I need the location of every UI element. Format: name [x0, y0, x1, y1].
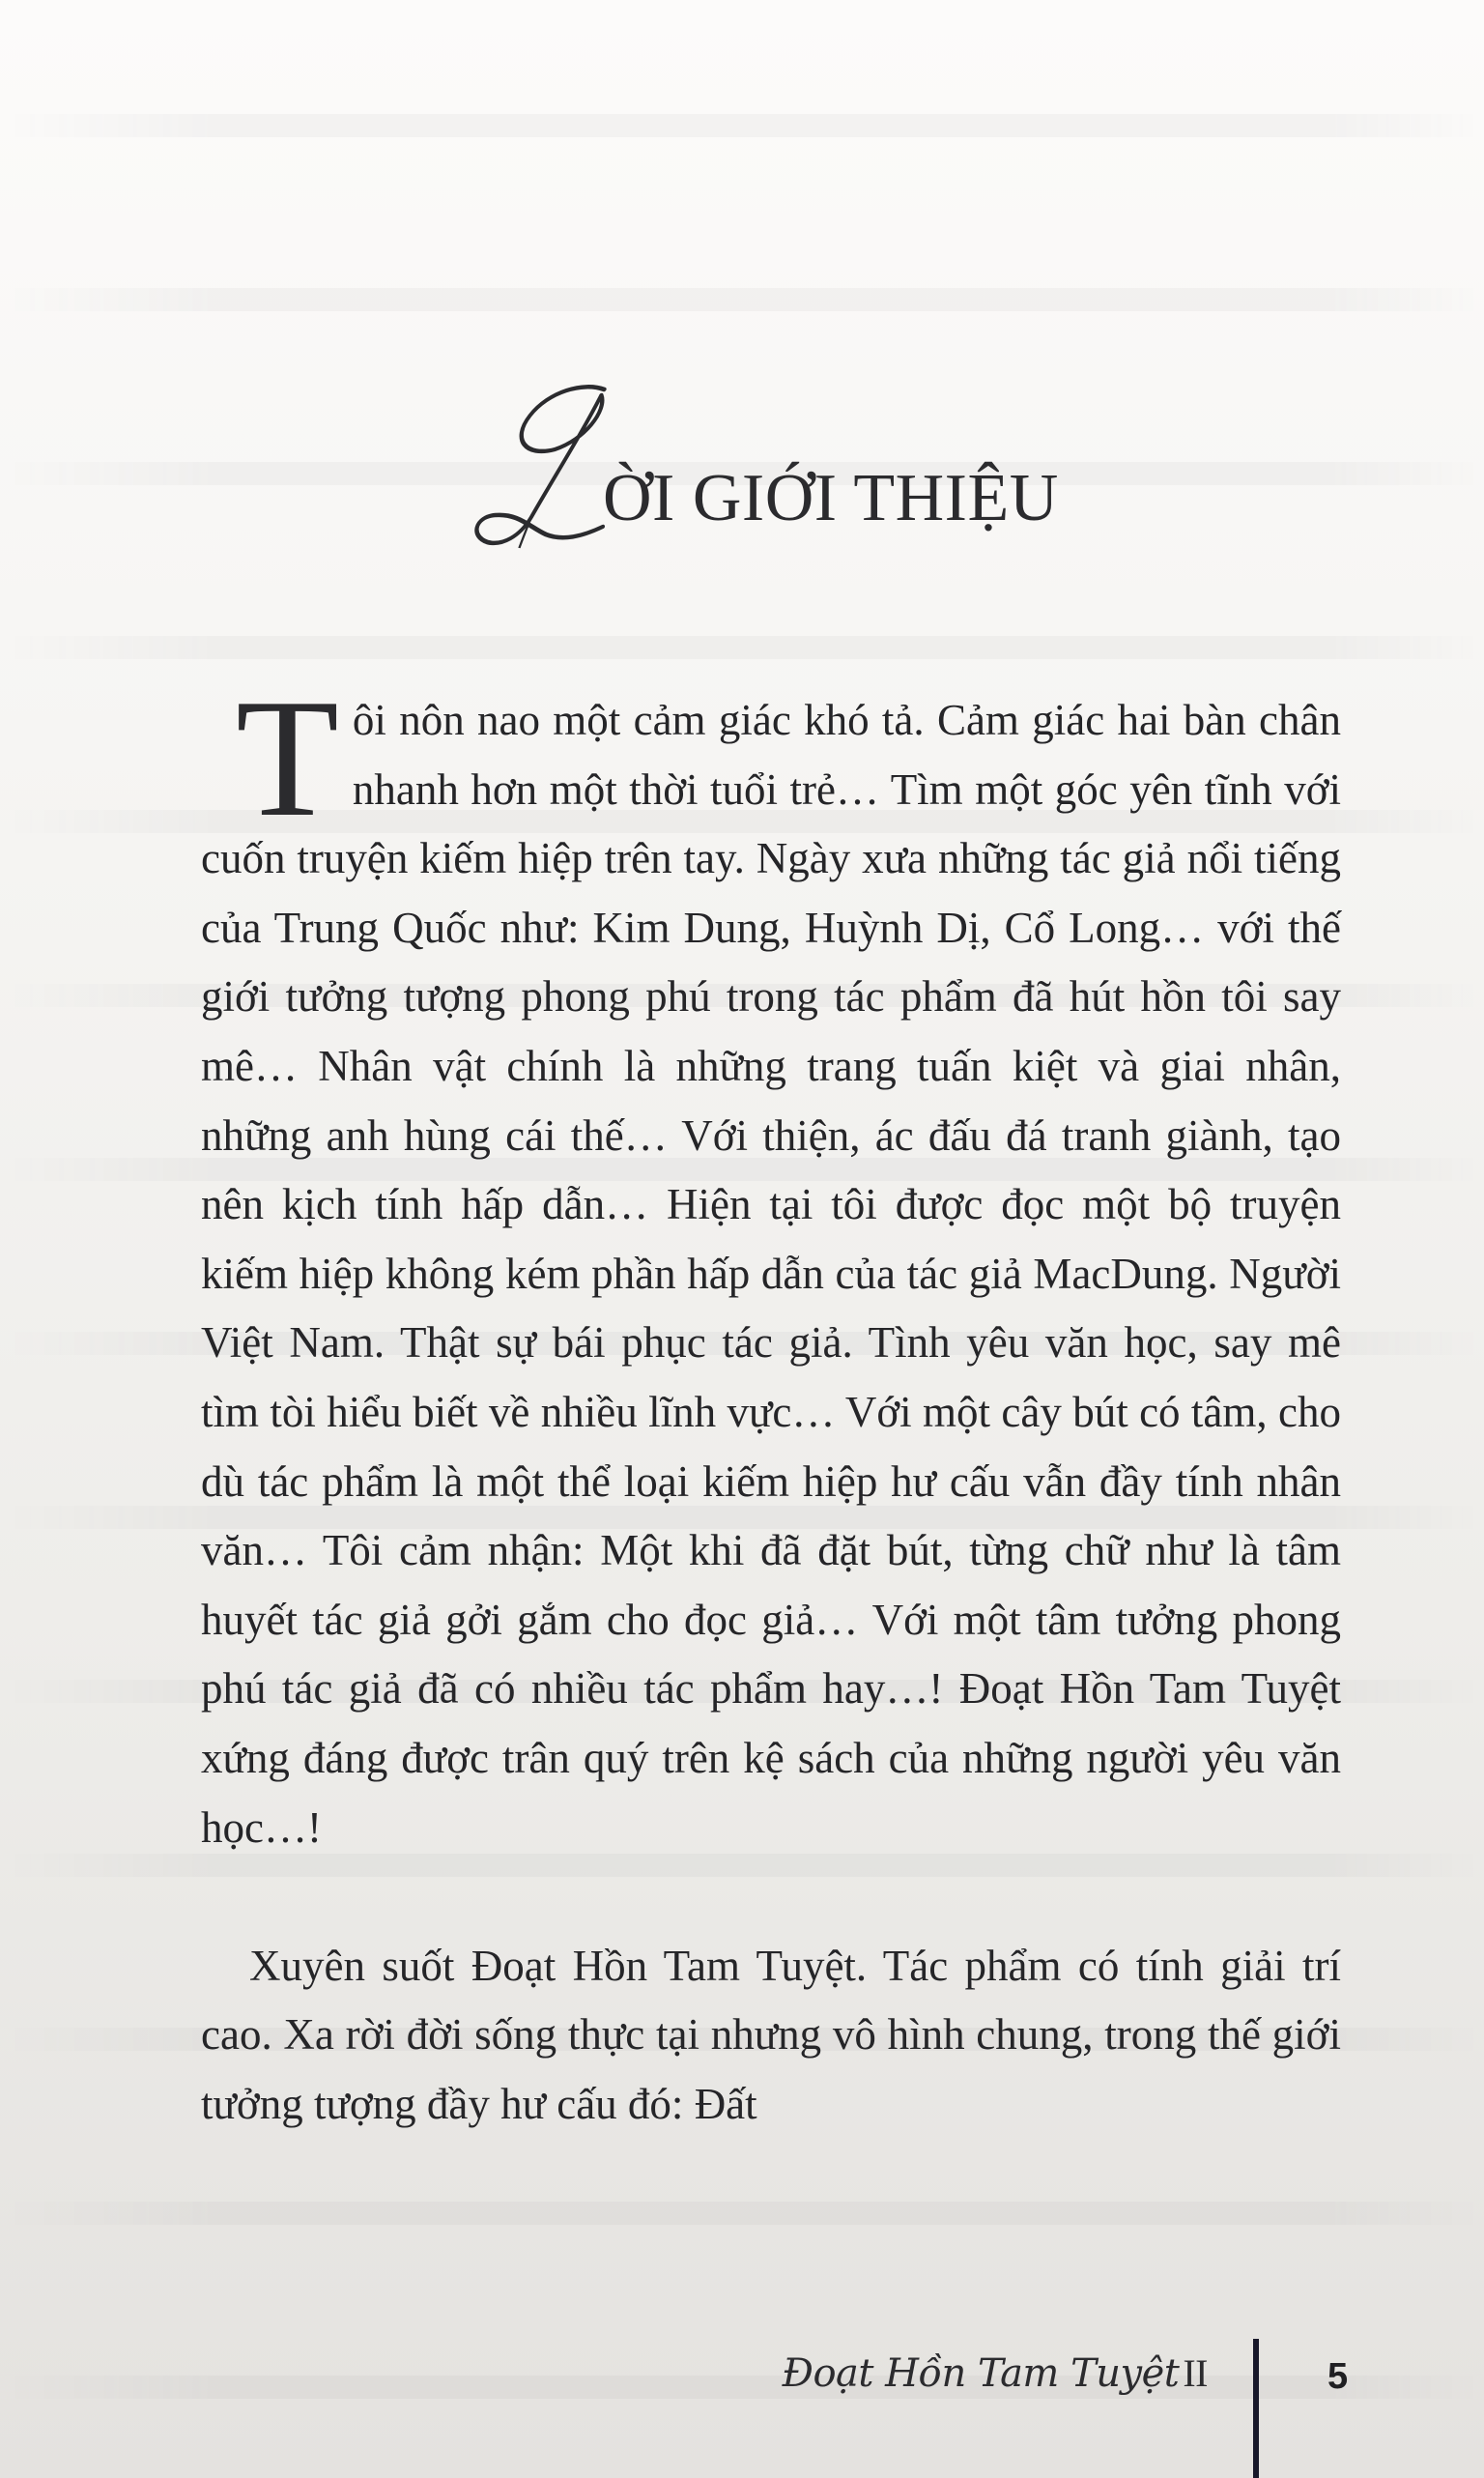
heading-title-text: ỜI GIỚI THIỆU: [603, 461, 1059, 535]
running-title: [782, 2351, 1208, 2396]
paragraph-text: Xuyên suốt Đoạt Hồn Tam Tuyệt. Tác phẩm có tính giải trí cao. Xa rời đời sống thực tại nhưng vô hình chung, trong thế giới tưởng tượng đầy hư cấu đó: Đất: [201, 1941, 1341, 2128]
chapter-heading: [460, 382, 1059, 551]
page-number: 5: [1327, 2356, 1349, 2397]
paragraph-text: ôi nôn nao một cảm giác khó tả. Cảm giác hai bàn chân nhanh hơn một thời tuổi trẻ… Tìm một góc yên tĩnh với cuốn truyện kiếm hiệp trên tay. Ngày xưa những tác giả nổi tiếng của Trung Quốc như: Kim Dung, Huỳnh Dị, Cổ Long… với thế giới tưởng tượng phong phú trong tác phẩm đã hút hồn tôi say mê… Nhân vật chính là những trang tuấn kiệt và giai nhân, những anh hùng cái thế… Với thiện, ác đấu đá tranh giành, tạo nên kịch tính hấp dẫn… Hiện tại tôi được đọc một bộ truyện kiếm hiệp không kém phần hấp dẫn của tác giả MacDung. Người Việt Nam. Thật sự bái phục tác giả. Tình yêu văn học, say mê tìm tòi hiểu biết về nhiều lĩnh vực… Với một cây bút có tâm, cho dù tác phẩm là một thể loại kiếm hiệp hư cấu vẫn đầy tính nhân văn… Tôi cảm nhận: Một khi đã đặt bút, từng chữ như là tâm huyết tác giả gởi gắm cho đọc giả… Với một tâm tưởng phong phú tác giả đã có nhiều tác phẩm hay…! Đoạt Hồn Tam Tuyệt xứng đáng được trân quý trên kệ sách của những người yêu văn học…!: [201, 696, 1341, 1852]
paragraph: [201, 1932, 1341, 2140]
running-title-text: Đoạt Hồn Tam Tuyệt: [782, 2351, 1180, 2396]
page-footer: [0, 2320, 1484, 2478]
footer-vertical-rule: [1253, 2339, 1259, 2478]
drop-cap: T: [236, 664, 339, 851]
volume-number: II: [1183, 2351, 1208, 2395]
paragraph: [201, 664, 1341, 1862]
body-text: [201, 664, 1341, 2139]
